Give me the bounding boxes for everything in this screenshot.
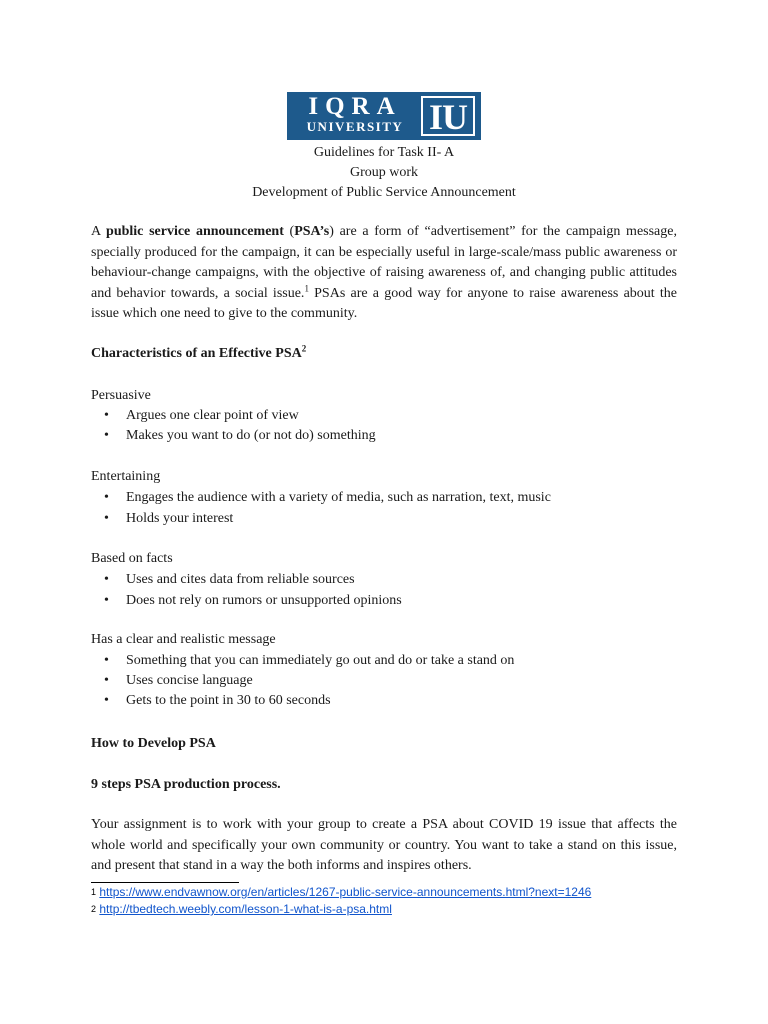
group-label-persuasive: Persuasive (91, 388, 151, 403)
bullet-icon: • (104, 673, 109, 688)
list-item-text: Uses concise language (126, 673, 253, 688)
bullet-icon: • (104, 428, 109, 443)
intro-footnote-ref-1[interactable]: 1 (304, 282, 309, 293)
intro-term: public service announcement (106, 224, 284, 239)
footnote-number: 1 (91, 887, 97, 897)
list-item-text: Uses and cites data from reliable sources (126, 572, 355, 587)
footnote-2 (91, 901, 392, 917)
intro-paren-open: ( (283, 224, 295, 239)
list-item (104, 406, 299, 426)
logo-wordmark (293, 92, 417, 140)
assignment-paragraph: Your assignment is to work with your group to create a PSA about COVID 19 issue that affects the whole world and specifically your own community or country. You want to take a stand on this issue, and present that stand in a way the both informs and inspires others. (91, 817, 677, 873)
group-label-entertaining: Entertaining (91, 469, 161, 484)
list-item-text: Does not rely on rumors or unsupported opinions (126, 593, 402, 608)
group-label-based-on-facts: Based on facts (91, 551, 173, 566)
list-item (104, 671, 253, 691)
bullet-icon: • (104, 593, 109, 608)
bullet-icon: • (104, 572, 109, 587)
logo-word-university: UNIVERSITY (306, 119, 404, 134)
intro-text-part2: PSAs are a good way for anyone to raise awareness about the issue which one need to give to the community. (91, 285, 678, 321)
group-label-clear-message: Has a clear and realistic message (91, 632, 276, 647)
intro-text-part1: ) are a form of “advertisement” for the campaign message, specially produced for the campaign, it can be especially useful in large-scale/mass public awareness or behaviour-change campaigns, with the objective of raising awareness of, and changing public attitudes and behavior towards, a social issue. (91, 224, 677, 301)
iqra-university-logo (287, 92, 481, 140)
logo-monogram: IU (428, 97, 467, 137)
bullet-icon: • (104, 490, 109, 505)
footnote-link-1[interactable]: https://www.endvawnow.org/en/articles/1267-public-service-announcements.html?next=1246 (99, 885, 592, 899)
how-to-heading: How to Develop PSA (91, 736, 216, 751)
list-item-text: Holds your interest (126, 511, 234, 526)
characteristics-heading-text: Characteristics of an Effective PSA (91, 346, 302, 361)
header-task-title: Guidelines for Task II- A (313, 145, 455, 160)
list-item-text: Gets to the point in 30 to 60 seconds (126, 693, 331, 708)
list-item (104, 691, 331, 711)
characteristics-heading (91, 344, 306, 364)
bullet-icon: • (104, 511, 109, 526)
list-item (104, 651, 514, 671)
footnote-separator (91, 882, 239, 883)
logo-monogram-box (421, 96, 475, 136)
footnote-number: 2 (91, 904, 97, 914)
characteristics-footnote-ref-2[interactable]: 2 (301, 343, 307, 354)
footnote-link-2[interactable]: http://tbedtech.weebly.com/lesson-1-what-is-a-psa.html (99, 902, 392, 916)
list-item (104, 426, 376, 446)
intro-lead: A (91, 224, 107, 239)
list-item (104, 509, 233, 529)
intro-paragraph (91, 222, 677, 325)
bullet-icon: • (104, 693, 109, 708)
header-group-work: Group work (349, 165, 419, 180)
list-item-text: Engages the audience with a variety of media, such as narration, text, music (126, 490, 551, 505)
intro-abbr: PSA’s (294, 224, 330, 239)
list-item-text: Something that you can immediately go out and do or take a stand on (126, 653, 515, 668)
list-item-text: Makes you want to do (or not do) something (126, 428, 376, 443)
list-item (104, 591, 402, 611)
list-item (104, 488, 551, 508)
logo-word-iqra: IQRA (308, 93, 402, 120)
steps-subheading: 9 steps PSA production process. (91, 777, 281, 792)
list-item-text: Argues one clear point of view (126, 408, 299, 423)
bullet-icon: • (104, 408, 109, 423)
list-item (104, 570, 355, 590)
footnote-1 (91, 884, 591, 900)
header-development-title: Development of Public Service Announcement (252, 185, 516, 200)
bullet-icon: • (104, 653, 109, 668)
